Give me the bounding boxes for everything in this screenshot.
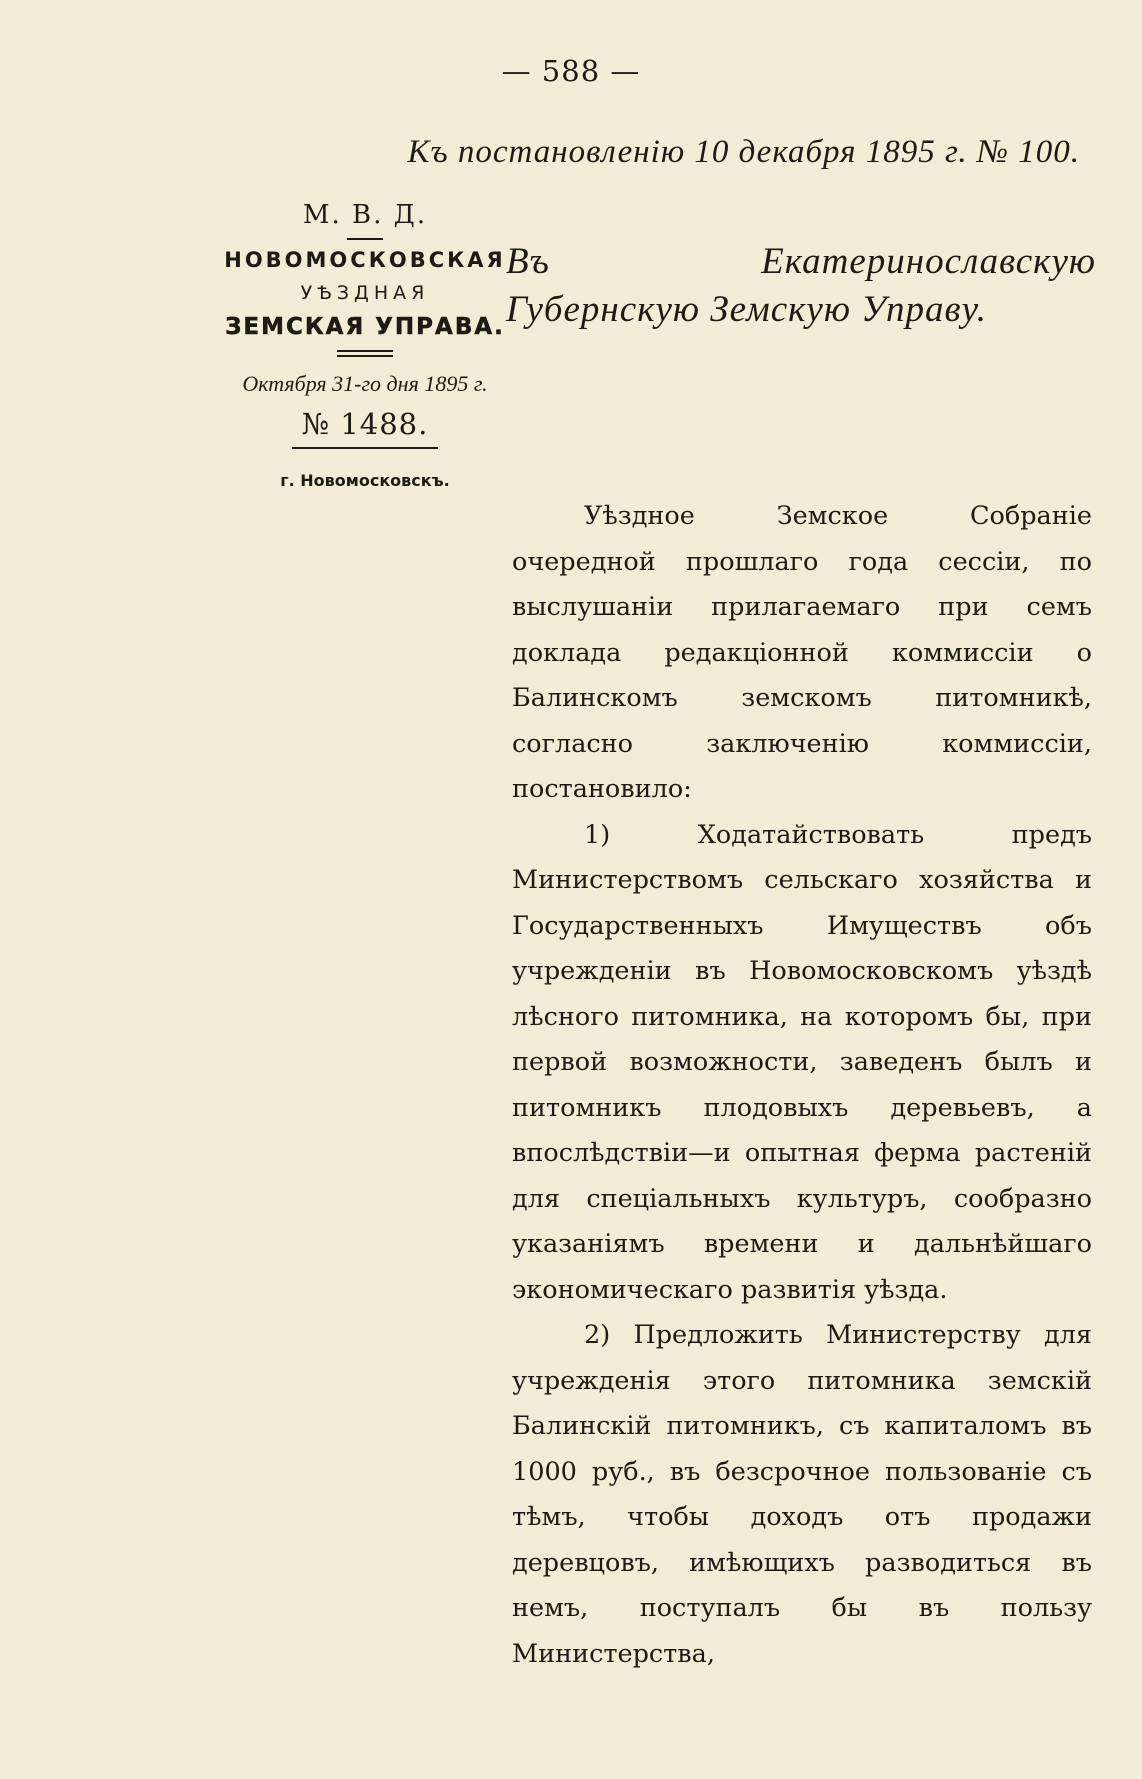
letterhead-city: г. Новомосковскъ. (280, 471, 450, 490)
letterhead-rule (292, 447, 438, 449)
letterhead-ministry: М. В. Д. (302, 200, 428, 230)
body-paragraph-item-2: 2) Предложить Министерству для учрежденія этого питомника земскій Балинскій питомникъ, съ капиталомъ въ 1000 руб., въ безсрочное пользованіе съ тѣмъ, чтобы доходъ отъ продажи деревцовъ, имѣющихъ разводиться въ немъ, поступалъ бы въ пользу Министерства, (512, 1320, 1092, 1669)
body-paragraph-intro: Уѣздное Земское Собраніе очередной прошлаго года сессіи, по выслушаніи прилагаемаго при семъ доклада редакціонной коммиссіи о Балинскомъ земскомъ питомникѣ, согласно заключенію коммиссіи, постановило: (512, 501, 1092, 804)
letterhead-rule (347, 238, 383, 240)
letterhead-rule-double (337, 350, 393, 352)
addressee: Въ Екатеринославскую Губернскую Земскую Управу. (506, 241, 1096, 330)
body-text (512, 494, 1092, 1677)
letterhead-rule-double (337, 355, 393, 357)
letterhead-uezd: УѢЗДНАЯ (300, 282, 430, 304)
page-number: — 588 — (501, 54, 641, 88)
letterhead (210, 200, 520, 490)
letterhead-number: № 1488. (301, 407, 429, 441)
letterhead-organization: НОВОМОСКОВСКАЯ (224, 248, 506, 272)
reference-line: Къ постановленію 10 декабря 1895 г. № 100. (407, 134, 1080, 170)
letterhead-uprava: ЗЕМСКАЯ УПРАВА. (225, 314, 505, 340)
letterhead-date: Октября 31-го дня 1895 г. (242, 371, 488, 396)
body-paragraph-item-1: 1) Ходатайствовать предъ Министерствомъ сельскаго хозяйства и Государственныхъ Имуществъ объ учрежденіи въ Новомосковскомъ уѣздѣ лѣсного питомника, на которомъ бы, при первой возможности, заведенъ былъ и питомникъ плодовыхъ деревьевъ, а впослѣдствіи—и опытная ферма растеній для спеціальныхъ культуръ, сообразно указаніямъ времени и дальнѣйшаго экономическаго развитія уѣзда. (512, 819, 1092, 1305)
